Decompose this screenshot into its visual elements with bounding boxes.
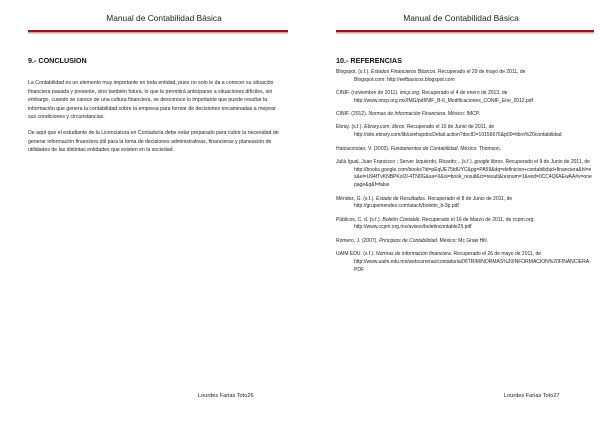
reference-detail: . México: IMCP. xyxy=(445,111,480,118)
reference-title: Normas de información financiera xyxy=(376,251,451,258)
reference-author: Ebray. (s.f.). xyxy=(336,124,365,131)
reference-author: Hatzacorsian, V. (2003). xyxy=(336,145,391,152)
reference-detail: . Recuperado el 8 de Junio de 2011, de xyxy=(424,195,513,202)
reference-title: Boletín Contable xyxy=(382,216,420,223)
reference-title: Ebrary.com. libros xyxy=(364,124,405,131)
section-title: 9.- CONCLUSION xyxy=(28,56,87,65)
reference-title: Estados Financieros Básicos xyxy=(371,69,436,75)
reference-detail: . Recuperado el 9 de Junio de 2011, de xyxy=(502,158,590,165)
reference-author: Romero, J. (2007). xyxy=(336,237,380,244)
reference-item xyxy=(336,217,592,233)
reference-author: Públicos, C. d. (s.f.). xyxy=(336,216,383,223)
header-rule xyxy=(28,30,288,32)
reference-url[interactable]: http://books.google.com/books?id=pEqUE75tdUYC&pg=PA59&dq=definicion+contabilidad+financiera&hl=es&ei=U94fTvKNBPKoOI-4TN0G&sa=X&oi=book_result&ct=result&resnum=1&ved=0CC4Q6AEwAA#v=onepage&q&f=false xyxy=(354,166,592,189)
header-rule xyxy=(336,30,594,32)
conclusion-section xyxy=(28,56,284,162)
reference-detail: . Recuperado el 26 de mayo de 2011, de xyxy=(450,251,542,258)
reference-title: Fundamentos de Contabilidad xyxy=(390,145,458,152)
reference-item xyxy=(336,146,592,154)
reference-item xyxy=(336,251,592,274)
reference-author: CINIF. (noviembre de 2011). xyxy=(336,90,400,97)
reference-author: Julià Igual, Juan Francisco ; Server Izquierdo, Ricardo;...(s.f.). xyxy=(336,158,475,165)
section-title: 10.- REFERENCIAS xyxy=(336,56,402,65)
reference-url[interactable]: http://www.uaim.edu.mx/webcarreras/contaduria/06TRIM/NORMAS%20INFORMACION%20FINANCIERA.PDF xyxy=(354,258,591,273)
reference-detail: . México: Thomson. xyxy=(457,145,502,152)
reference-url[interactable]: http://site.ebrary.com/lib/uvehspdocDetail.action?docID=10156676&p00=libro%20contabilidad xyxy=(354,132,562,139)
reference-title: google libros xyxy=(474,158,503,165)
reference-title: Estado de Resultados xyxy=(376,195,425,202)
paragraph: La Contabilidad es un elemento muy importante en toda entidad, pues no solo le da a conocer su situación financiera pasada y presente, sino también futura, lo que le permitirá anticiparse a situaciones difíciles, sin embargo, cuando se carece de una cultura financiera, se desconoce lo importante que puede resultar la información que genera la contabilidad sobre la empresa para formar de decisiones encaminadas a mejorar sus condiciones y circunstancias. xyxy=(28,80,276,121)
reference-url[interactable]: http://www.ccpm.org.mx/avisos/boletincontable25.pdf xyxy=(354,224,472,231)
reference-item xyxy=(336,111,592,119)
reference-detail: . Recuperado el 16 de Marzo de 2011, de ccpm.org: xyxy=(419,216,535,223)
reference-author: Méndez, G. (s.f.). xyxy=(336,195,377,202)
reference-item xyxy=(336,124,592,140)
reference-detail: . Recuperado el 4 de enero de 2013, de xyxy=(419,90,508,97)
reference-url[interactable]: http://grupomendez.com/atach/boletin_b-3p.pdf xyxy=(354,203,459,210)
reference-item xyxy=(336,238,592,246)
reference-detail: . México: Mc Graw Hill. xyxy=(436,237,489,244)
reference-item xyxy=(336,90,592,106)
reference-author: CINIF. (2012). xyxy=(336,111,369,118)
reference-author: UAIM EDU. (s.f.). xyxy=(336,251,376,258)
reference-item xyxy=(336,196,592,212)
page-footer: Lourdes Farias Toto26 xyxy=(198,393,254,399)
reference-title: imcp.org xyxy=(399,90,420,97)
reference-item xyxy=(336,159,592,190)
reference-title: Normas de Información Financiera xyxy=(368,111,446,118)
header-title: Manual de Contabilidad Básica xyxy=(403,13,519,23)
reference-detail: . Recuperado el 10 de Junio de 2011, de xyxy=(404,124,495,131)
reference-url[interactable]: Blogspot.com: http://eefbasicos.blogspot.com xyxy=(354,76,455,83)
right-page xyxy=(300,0,600,424)
reference-item xyxy=(336,69,592,85)
reference-title: Principios de Contabilidad xyxy=(379,237,437,244)
paragraph: De aquí que el estudiante de la Licenciatura en Contaduría debe estar preparado para cubrir la necesidad de generar información financiera útil para la toma de decisiones administrativas, financieras y planeación de utilidades de las distintas entidades que existen en la sociedad. xyxy=(28,129,279,154)
references-section xyxy=(336,56,592,280)
reference-list xyxy=(336,69,592,274)
reference-url[interactable]: http://www.imcp.org.mx/IMG/pdf/NIF_B-6_Modificaciones_CONIF_Ene_2012.pdf xyxy=(354,97,533,104)
reference-detail: . Recuperado el 29 de mayo de 2011, de xyxy=(435,69,526,75)
reference-author: Blogspot. (s.f.). xyxy=(336,69,372,75)
header-title: Manual de Contabilidad Básica xyxy=(106,13,222,23)
page-footer: Lourdes Farias Toto27 xyxy=(504,393,560,399)
